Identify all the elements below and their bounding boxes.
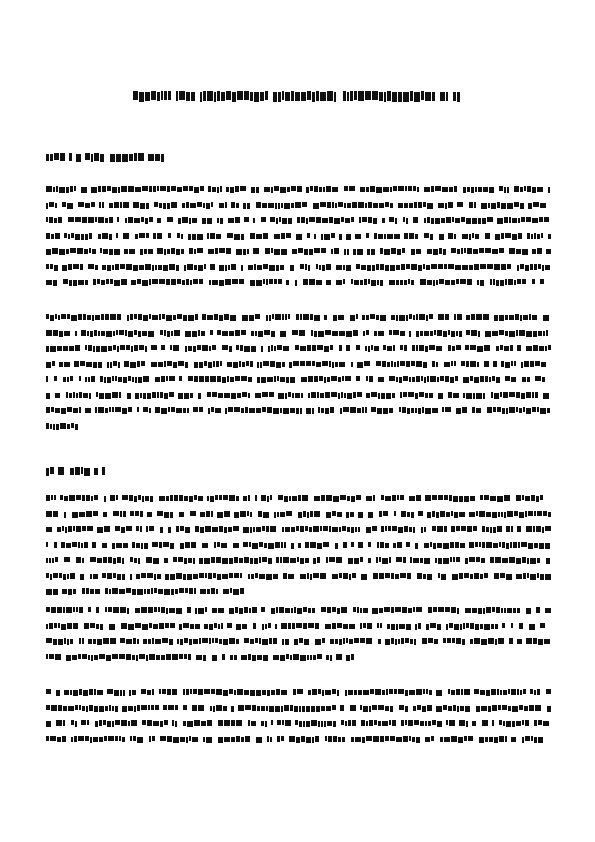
text-line-glyphs — [46, 510, 551, 518]
text-line — [46, 572, 551, 580]
text-line — [46, 313, 551, 321]
text-line — [46, 637, 551, 645]
text-line — [46, 232, 551, 240]
text-line-glyphs — [46, 201, 551, 209]
text-line — [46, 422, 80, 430]
text-line — [46, 525, 551, 533]
text-line-glyphs — [46, 375, 551, 383]
text-line — [46, 406, 551, 414]
text-line — [46, 329, 551, 337]
text-line-glyphs — [46, 637, 551, 645]
document-title-glyphs — [0, 90, 595, 102]
text-line — [46, 735, 546, 743]
text-line — [46, 704, 551, 712]
text-line — [46, 541, 551, 549]
text-line-glyphs — [46, 735, 546, 743]
text-line — [46, 344, 551, 352]
text-line-glyphs — [46, 329, 551, 337]
text-line-glyphs — [46, 606, 551, 614]
text-line — [46, 606, 551, 614]
text-line — [46, 263, 551, 271]
text-line — [46, 719, 551, 727]
text-line — [46, 391, 551, 399]
text-line-glyphs — [46, 556, 551, 564]
text-line-glyphs — [46, 406, 551, 414]
section-heading-1-glyphs — [46, 152, 176, 162]
text-line — [46, 556, 551, 564]
text-line-glyphs — [46, 278, 546, 286]
text-line — [46, 216, 551, 224]
section-heading-2-glyphs — [46, 466, 116, 476]
text-line-glyphs — [46, 360, 551, 368]
text-line — [46, 510, 551, 518]
text-line-glyphs — [46, 313, 551, 321]
section-heading-2 — [46, 466, 116, 476]
text-line-glyphs — [46, 572, 551, 580]
text-line-glyphs — [46, 688, 551, 696]
text-line-glyphs — [46, 344, 551, 352]
text-line-glyphs — [46, 587, 246, 595]
text-line-glyphs — [46, 622, 551, 630]
text-line-glyphs — [46, 422, 80, 430]
text-line-glyphs — [46, 391, 551, 399]
text-line-glyphs — [46, 247, 551, 255]
text-line-glyphs — [46, 216, 551, 224]
text-line-glyphs — [46, 704, 551, 712]
text-line — [46, 185, 551, 193]
text-line-glyphs — [46, 541, 551, 549]
text-line — [46, 653, 354, 661]
text-line-glyphs — [46, 653, 354, 661]
text-line-glyphs — [46, 525, 551, 533]
text-line-glyphs — [46, 232, 551, 240]
text-line — [46, 375, 551, 383]
document-title — [0, 90, 595, 102]
text-line — [46, 688, 551, 696]
text-line — [46, 247, 551, 255]
text-line-glyphs — [46, 185, 551, 193]
text-line — [46, 587, 246, 595]
text-line — [46, 278, 546, 286]
text-line — [46, 494, 551, 502]
text-line — [46, 201, 551, 209]
section-heading-1 — [46, 152, 176, 162]
text-line — [46, 360, 551, 368]
text-line-glyphs — [46, 719, 551, 727]
text-line-glyphs — [46, 494, 551, 502]
text-line-glyphs — [46, 263, 551, 271]
text-line — [46, 622, 551, 630]
